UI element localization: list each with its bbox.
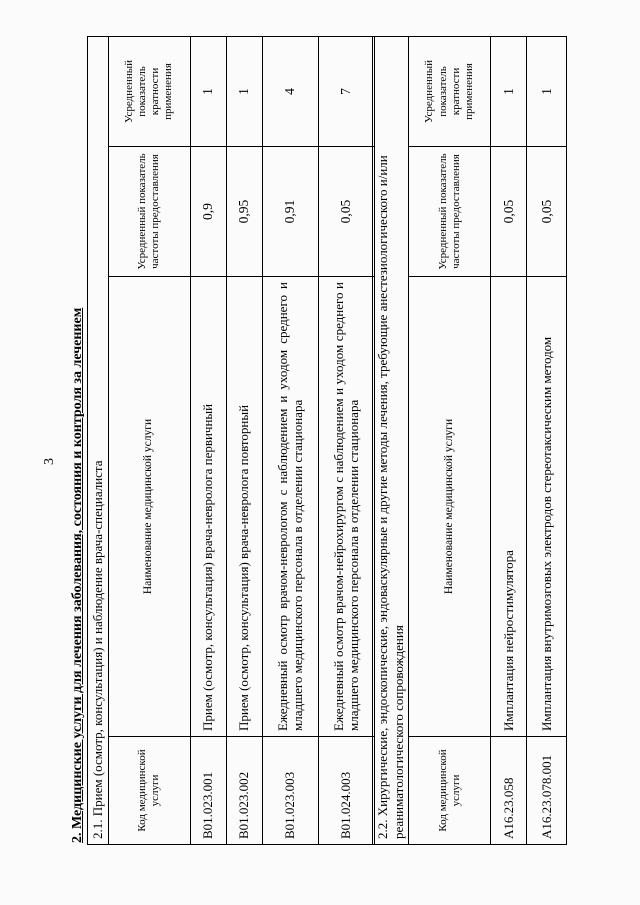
service-code: B01.023.002 xyxy=(226,737,262,845)
service-frequency: 0,9 xyxy=(190,147,226,277)
service-frequency: 0,91 xyxy=(262,147,318,277)
header-frequency: Усредненный показатель частоты предоставления xyxy=(409,147,491,277)
table-row xyxy=(491,36,527,844)
service-frequency: 0,05 xyxy=(491,147,527,277)
service-name: Прием (осмотр, консультация) врача-невролога повторный xyxy=(226,277,262,737)
service-code: A16.23.058 xyxy=(491,737,527,845)
service-name: Ежедневный осмотр врачом-неврологом с наблюдением и уходом среднего и младшего медицинского персонала в отделении стационара xyxy=(262,277,318,737)
header-multiplicity: Усредненный показатель кратности применения xyxy=(108,36,190,146)
header-frequency: Усредненный показатель частоты предоставления xyxy=(108,147,190,277)
table-row xyxy=(318,36,374,844)
section-title: 2. Медицинские услуги для лечения заболевания, состояния и контроля за лечением xyxy=(70,307,85,843)
service-name: Имплантация внутримозговых электродов стереотаксическим методом xyxy=(527,277,567,737)
header-name: Наименование медицинской услуги xyxy=(409,277,491,737)
service-frequency: 0,95 xyxy=(226,147,262,277)
services-table-consultations xyxy=(87,36,375,845)
table-row xyxy=(262,36,318,844)
service-frequency: 0,05 xyxy=(318,147,374,277)
service-name: Имплантация нейростимулятора xyxy=(491,277,527,737)
table-row xyxy=(190,36,226,844)
service-code: B01.023.003 xyxy=(262,737,318,845)
header-name: Наименование медицинской услуги xyxy=(108,277,190,737)
header-code: Код медицинской услуги xyxy=(409,737,491,845)
service-code: B01.023.001 xyxy=(190,737,226,845)
service-multiplicity: 1 xyxy=(226,36,262,146)
service-multiplicity: 7 xyxy=(318,36,374,146)
service-multiplicity: 1 xyxy=(527,36,567,146)
table-caption: 2.2. Хирургические, эндоскопические, эндоваскулярные и другие методы лечения, требующие анестезиологического и/или реаниматологического сопровождения xyxy=(373,36,409,844)
service-name: Прием (осмотр, консультация) врача-невролога первичный xyxy=(190,277,226,737)
services-table-surgical xyxy=(372,36,567,845)
service-multiplicity: 4 xyxy=(262,36,318,146)
service-code: A16.23.078.001 xyxy=(527,737,567,845)
page-number: 3 xyxy=(42,458,57,465)
service-multiplicity: 1 xyxy=(491,36,527,146)
service-frequency: 0,05 xyxy=(527,147,567,277)
service-multiplicity: 1 xyxy=(190,36,226,146)
table-row xyxy=(527,36,567,844)
service-name: Ежедневный осмотр врачом-нейрохирургом с наблюдением и уходом среднего и младшего медицинского персонала в отделении стационара xyxy=(318,277,374,737)
header-multiplicity: Усредненный показатель кратности применения xyxy=(409,36,491,146)
table-caption: 2.1. Прием (осмотр, консультация) и наблюдение врача-специалиста xyxy=(88,36,109,844)
header-code: Код медицинской услуги xyxy=(108,737,190,845)
table-row xyxy=(226,36,262,844)
service-code: B01.024.003 xyxy=(318,737,374,845)
